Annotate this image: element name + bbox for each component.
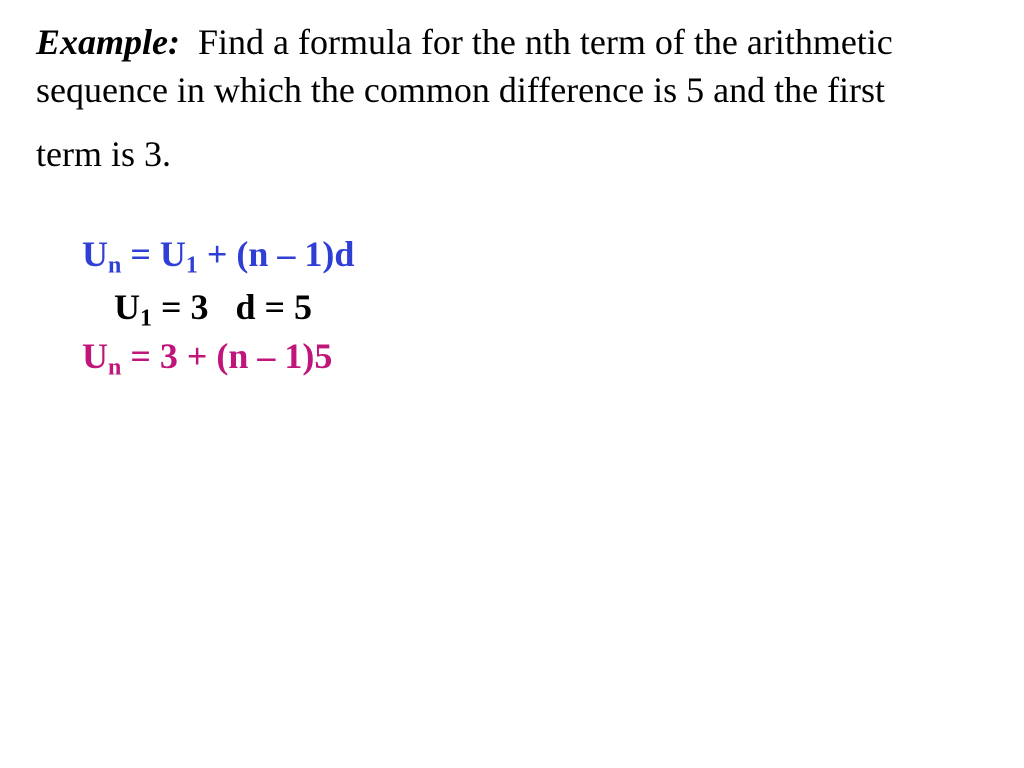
given-values — [114, 285, 313, 332]
formula-rest: + (n – 1)d — [197, 234, 355, 274]
result-lhs-base: U — [82, 336, 108, 376]
result-lhs-subscript: n — [108, 354, 122, 381]
general-formula — [82, 232, 355, 279]
example-label: Example: — [36, 22, 180, 62]
problem-statement — [36, 18, 996, 178]
formula-lhs-base: U — [82, 234, 108, 274]
result-rest: = 3 + (n – 1)5 — [121, 336, 333, 376]
problem-line-1 — [36, 18, 996, 66]
first-term-base: U — [114, 287, 140, 327]
formula-lhs-subscript: n — [108, 252, 122, 279]
formula-equals: = — [121, 234, 160, 274]
common-difference: d = 5 — [235, 287, 313, 327]
first-term-value: = 3 — [152, 287, 209, 327]
problem-line-1-text: Find a formula for the nth term of the arithmetic — [197, 22, 893, 62]
formula-rhs-base: U — [159, 234, 186, 274]
formula-rhs-subscript: 1 — [185, 252, 198, 279]
problem-line-2: sequence in which the common difference is 5 and the first — [36, 70, 886, 110]
problem-line-3: term is 3. — [36, 134, 171, 174]
first-term-subscript: 1 — [140, 305, 152, 332]
result-formula — [82, 334, 333, 381]
